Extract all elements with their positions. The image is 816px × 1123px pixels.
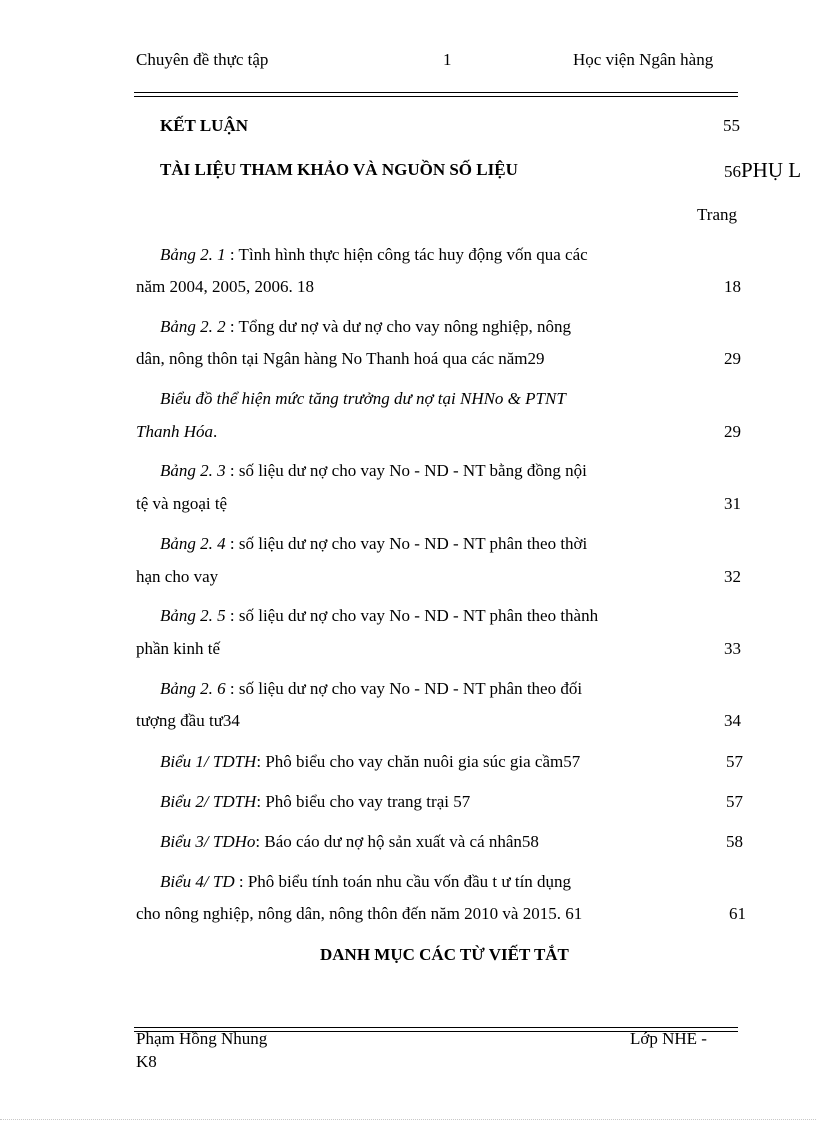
- entry-label: Biểu 1/ TDTH: [160, 752, 257, 771]
- list-item-line2: cho nông nghiệp, nông dân, nông thôn đến năm 2010 và 2015. 61: [136, 904, 583, 923]
- list-item-page: 31: [724, 494, 741, 513]
- list-item-line1: [160, 389, 566, 409]
- entry-label: Biểu 4/ TD: [160, 872, 235, 891]
- list-item-line2: dân, nông thôn tại Ngân hàng No Thanh hoá qua các năm29: [136, 349, 545, 368]
- entry-text: : số liệu dư nợ cho vay No - ND - NT phân theo thành: [225, 606, 599, 625]
- toc-trang-heading: Trang: [697, 205, 737, 224]
- list-item-page: 58: [726, 832, 743, 851]
- list-item-line1: [160, 606, 598, 626]
- list-item-page: 32: [724, 567, 741, 586]
- list-item-line2: hạn cho vay: [136, 567, 219, 586]
- list-item-line2: [136, 422, 217, 442]
- entry-label: Bảng 2. 5: [160, 606, 226, 625]
- list-item-line1: [160, 461, 587, 481]
- entry-text: : số liệu dư nợ cho vay No - ND - NT bằng đồng nội: [225, 461, 587, 480]
- header-page-number: 1: [443, 50, 452, 69]
- entry-text: : số liệu dư nợ cho vay No - ND - NT phân theo thời: [225, 534, 588, 553]
- toc-phu-luc-overflow: PHỤ L: [741, 158, 802, 182]
- entry-label: Thanh Hóa: [136, 422, 213, 441]
- entry-label: Bảng 2. 4: [160, 534, 226, 553]
- entry-text: : Phô biểu cho vay chăn nuôi gia súc gia cầm57: [256, 752, 581, 771]
- list-item-line2: tệ và ngoại tệ: [136, 494, 228, 513]
- list-item-line1: [160, 832, 539, 852]
- list-item-page: 34: [724, 711, 741, 730]
- header-right-title: Học viện Ngân hàng: [573, 50, 714, 69]
- footer-class-suffix: K8: [136, 1052, 157, 1071]
- entry-text: : Tổng dư nợ và dư nợ cho vay nông nghiệp, nông: [225, 317, 572, 336]
- list-item-line1: [160, 245, 588, 265]
- list-item-line2: năm 2004, 2005, 2006. 18: [136, 277, 315, 296]
- list-item-line2: phần kinh tế: [136, 639, 221, 658]
- entry-text: .: [212, 422, 218, 441]
- entry-label: Biểu đồ thể hiện mức tăng trưởng dư nợ tại NHNo & PTNT: [160, 389, 566, 408]
- entry-text: : số liệu dư nợ cho vay No - ND - NT phân theo đối: [225, 679, 583, 698]
- toc-tai-lieu-page: 56: [724, 162, 741, 181]
- footer-class: Lớp NHE -: [630, 1029, 707, 1048]
- list-item-page: 61: [729, 904, 746, 923]
- toc-ket-luan-page: 55: [723, 116, 740, 135]
- toc-tai-lieu-label: TÀI LIỆU THAM KHẢO VÀ NGUỒN SỐ LIỆU: [160, 160, 518, 179]
- list-item-line1: [160, 872, 571, 892]
- entry-text: : Báo cáo dư nợ hộ sản xuất và cá nhân58: [255, 832, 539, 851]
- list-item-line1: [160, 752, 580, 772]
- list-item-line1: [160, 792, 470, 812]
- list-item-line1: [160, 317, 571, 337]
- entry-label: Biểu 2/ TDTH: [160, 792, 257, 811]
- header-rule-top: [134, 92, 738, 93]
- list-item-line1: [160, 534, 587, 554]
- entry-label: Bảng 2. 2: [160, 317, 226, 336]
- toc-ket-luan-label: KẾT LUẬN: [160, 116, 249, 135]
- list-item-page: 33: [724, 639, 741, 658]
- footer-author: Phạm Hồng Nhung: [136, 1029, 268, 1048]
- entry-label: Bảng 2. 6: [160, 679, 226, 698]
- entry-text: : Phô biểu cho vay trang trại 57: [256, 792, 471, 811]
- entry-label: Bảng 2. 3: [160, 461, 226, 480]
- toc-tai-lieu-line: [724, 158, 801, 183]
- list-item-page: 29: [724, 349, 741, 368]
- entry-text: : Phô biểu tính toán nhu cầu vốn đầu t ư tín dụng: [234, 872, 572, 891]
- entry-label: Bảng 2. 1: [160, 245, 226, 264]
- entry-text: : Tình hình thực hiện công tác huy động vốn qua các: [225, 245, 588, 264]
- list-item-page: 57: [726, 752, 743, 771]
- list-item-page: 18: [724, 277, 741, 296]
- abbrev-heading: DANH MỤC CÁC TỪ VIẾT TẮT: [320, 945, 569, 964]
- list-item-line1: [160, 679, 582, 699]
- header-left-title: Chuyên đề thực tập: [136, 50, 269, 69]
- page-edge-divider: [0, 1119, 816, 1120]
- list-item-page: 57: [726, 792, 743, 811]
- header-rule-bottom: [134, 96, 738, 97]
- footer-rule-top: [134, 1027, 738, 1028]
- list-item-page: 29: [724, 422, 741, 441]
- list-item-line2: tượng đầu tư34: [136, 711, 240, 730]
- entry-label: Biểu 3/ TDHo: [160, 832, 256, 851]
